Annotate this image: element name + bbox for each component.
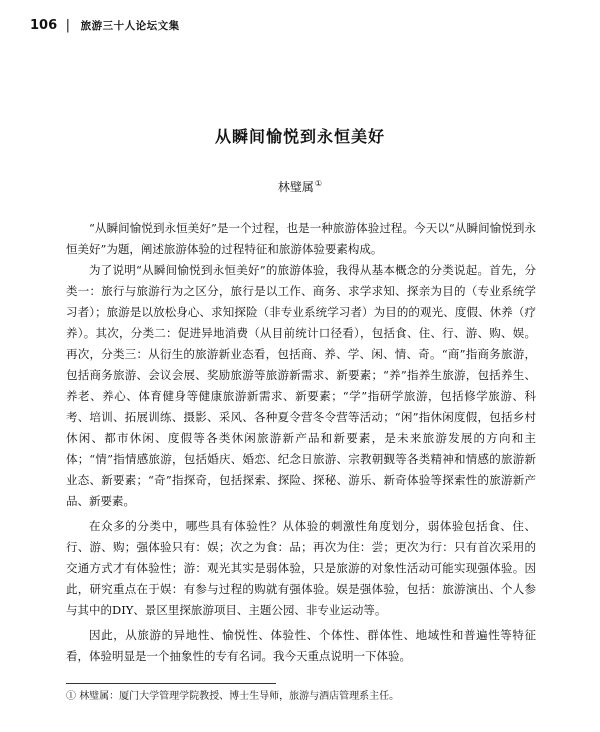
author-name: 林璧属 bbox=[277, 180, 314, 194]
article-title: 从瞬间愉悦到永恒美好 bbox=[214, 127, 385, 146]
header-separator: | bbox=[65, 18, 71, 33]
running-header bbox=[30, 18, 180, 33]
paragraph: 在众多的分类中，哪些具有体验性？从体验的刺激性角度划分，弱体验包括食、住、行、游、购；强体验只有：娱；次之为食：品；再次为住：尝；更次为行：只有首次采用的交通方式才有体验性；游：观光其实是弱体验，只是旅游的对象性活动可能实现强体验。因此，研究重点在于娱：有参与过程的购就有强体验。娱是强体验，包括：旅游演出、个人参与其中的DIY、景区里探旅游项目、主题公园、非专业运动等。 bbox=[66, 519, 536, 617]
article-body bbox=[66, 218, 536, 667]
page-number: 106 bbox=[30, 18, 58, 33]
author-footnote-mark: ① bbox=[314, 179, 323, 188]
author-line bbox=[0, 178, 600, 195]
footnote-mark: ① bbox=[66, 691, 76, 702]
footnote-divider bbox=[66, 683, 276, 684]
footnote-text: 林璧属：厦门大学管理学院教授、博士生导师，旅游与酒店管理系主任。 bbox=[79, 691, 400, 702]
paragraph: “从瞬间愉悦到永恒美好”是一个过程，也是一种旅游体验过程。今天以“从瞬间愉悦到永恒美好”为题，阐述旅游体验的过程特征和旅游体验要素构成。 bbox=[66, 221, 536, 256]
book-title: 旅游三十人论坛文集 bbox=[80, 20, 180, 32]
paragraph: 因此，从旅游的异地性、愉悦性、体验性、个体性、群体性、地域性和普遍性等特征看，体验明显是一个抽象性的专有名词。我今天重点说明一下体验。 bbox=[66, 628, 536, 663]
footnote bbox=[66, 690, 536, 704]
paragraph: 为了说明“从瞬间愉悦到永恒美好”的旅游体验，我得从基本概念的分类说起。首先，分类一：旅行与旅游行为之区分，旅行是以工作、商务、求学求知、探亲为目的（专业系统学习者）；旅游是以放松身心、求知探险（非专业系统学习者）为目的的观光、度假、休养（疗养）。其次，分类二：促进异地消费（从目前统计口径看），包括食、住、行、游、购、娱。再次，分类三：从衍生的旅游新业态看，包括商、养、学、闲、情、奇。“商”指商务旅游，包括商务旅游、会议会展、奖励旅游等旅游新需求、新要素；“养”指养生旅游，包括养生、养老、养心、体育健身等健康旅游新需求、新要素；“学”指研学旅游，包括修学旅游、科考、培训、拓展训练、摄影、采风、各种夏令营冬令营等活动；“闲”指休闲度假，包括乡村休闲、都市休闲、度假等各类休闲旅游新产品和新要素，是未来旅游发展的方向和主体；“情”指情感旅游，包括婚庆、婚恋、纪念日旅游、宗教朝觐等各类精神和情感的旅游新业态、新要素；“奇”指探奇，包括探索、探险、探秘、游乐、新奇体验等探索性的旅游新产品、新要素。 bbox=[66, 263, 536, 508]
